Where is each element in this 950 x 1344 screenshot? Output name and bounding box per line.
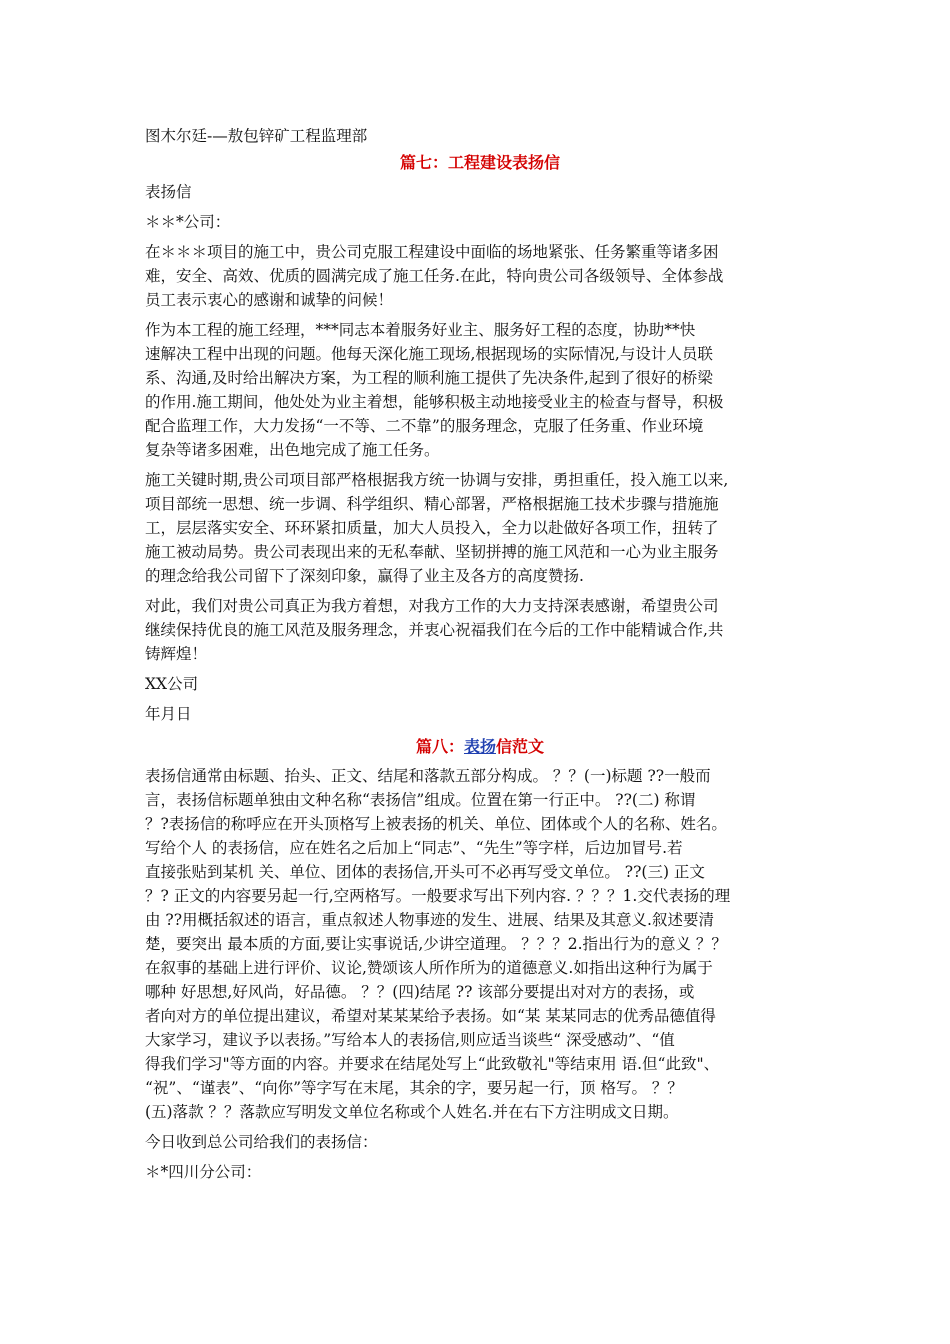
section8-title-link[interactable]: 表扬 [463,737,496,756]
text-line: 的理念给我公司留下了深刻印象，赢得了业主及各方的高度赞扬. [145,567,584,585]
text-line: 难，安全、高效、优质的圆满完成了施工任务.在此，特向贵公司各级领导、全体参战 [145,267,724,285]
section7-paragraph-1 [145,240,815,312]
document-body [145,124,815,1184]
section7-paragraph-3 [145,468,815,588]
text-line: 得我们学习"等方面的内容。并要求在结尾处写上“此致敬礼"等结束用 语.但“此致"、 [145,1055,720,1073]
text-line: 系、沟通,及时给出解决方案，为工程的顺利施工提供了先决条件,起到了很好的桥梁 [145,369,713,387]
section7-paragraph-4 [145,594,815,666]
text-line: ？?表扬信的称呼应在开头顶格写上被表扬的机关、单位、团体或个人的名称、姓名。 [145,815,727,833]
text-line: 大家学习，建议予以表扬。”写给本人的表扬信,则应适当谈些“ 深受感动”、“值 [145,1031,675,1049]
text-line: 在叙事的基础上进行评价、议论,赞颂该人所作所为的道德意义.如指出这种行为属于 [145,959,713,977]
text-line: 楚，要突出 最本质的方面,要让实事说话,少讲空道理。 ？？？2.指出行为的意义 ？？ [145,935,727,953]
after-line-1: 今日收到总公司给我们的表扬信： [145,1133,378,1151]
text-line: 施工关键时期,贵公司项目部严格根据我方统一协调与安排，勇担重任，投入施工以来, [145,471,729,489]
text-line: 表扬信通常由标题、抬头、正文、结尾和落款五部分构成。 ？？(一)标题 ??一般而 [145,767,711,785]
text-line: 配合监理工作，大力发扬“一不等、二不靠”的服务理念，克服了任务重、作业环境 [145,417,704,435]
text-line: ？? 正文的内容要另起一行,空两格写。一般要求写出下列内容. ？？？1.交代表扬的理 [145,887,731,905]
text-line: 写给个人 的表扬信，应在姓名之后加上“同志”、“先生”等字样，后边加冒号.若 [145,839,683,857]
sign-company: XX公司 [145,675,199,693]
text-line: 项目部统一思想、统一步调、科学组织、精心部署，严格根据施工技术步骤与措施施 [145,495,719,513]
section8-title-prefix: 篇八： [415,737,464,756]
text-line: 的作用.施工期间，他处处为业主着想，能够积极主动地接受业主的检查与督导，积极 [145,393,724,411]
section7-title: 篇七：工程建设表扬信 [399,153,560,172]
section7-salutation: ＊＊*公司： [145,213,231,231]
text-line: “祝”、“谨表”、“向你”等字写在末尾，其余的字，要另起一行，顶 格写。 ？？ [145,1079,683,1097]
text-line: (五)落款 ？？落款应写明发文单位名称或个人姓名.并在右下方注明成文日期。 [145,1103,679,1121]
section8-body [145,764,815,1124]
section7-label: 表扬信 [145,183,192,201]
text-line: 直接张贴到某机 关、单位、团体的表扬信,开头可不必再写受文单位。 ??(三) 正文 [145,863,705,881]
text-line: 继续保持优良的施工风范及服务理念，并衷心祝福我们在今后的工作中能精诚合作,共 [145,621,724,639]
text-line: 员工表示衷心的感谢和诚挚的问候！ [145,291,394,309]
text-line: 言，表扬信标题单独由文种名称“表扬信”组成。位置在第一行正中。 ??(二) 称谓 [145,791,696,809]
after-line-2: ＊*四川分公司： [145,1163,262,1181]
text-line: 哪种 好思想,好风尚，好品德。 ？？(四)结尾 ?? 该部分要提出对对方的表扬，或 [145,983,695,1001]
text-line: 铸辉煌！ [145,645,208,663]
text-line: 工，层层落实安全、环环紧扣质量，加大人员投入，全力以赴做好各项工作，扭转了 [145,519,719,537]
section8-title [145,734,815,760]
text-line: 复杂等诸多困难，出色地完成了施工任务。 [145,441,440,459]
text-line: 在＊＊＊项目的施工中，贵公司克服工程建设中面临的场地紧张、任务繁重等诸多困 [145,243,719,261]
section8-title-suffix: 信范文 [496,737,545,756]
text-line: 施工被动局势。贵公司表现出来的无私奉献、坚韧拼搏的施工风范和一心为业主服务 [145,543,719,561]
section7-paragraph-2 [145,318,815,462]
text-line: 者向对方的单位提出建议，希望对某某某给予表扬。如“某 某某同志的优秀品德值得 [145,1007,716,1025]
text-line: 速解决工程中出现的问题。他每天深化施工现场,根据现场的实际情况,与设计人员联 [145,345,713,363]
text-line: 作为本工程的施工经理，***同志本着服务好业主、服务好工程的态度，协助**快 [145,321,696,339]
text-line: 由 ??用概括叙述的语言，重点叙述人物事迹的发生、进展、结果及其意义.叙述要清 [145,911,714,929]
text-line: 对此，我们对贵公司真正为我方着想，对我方工作的大力支持深表感谢，希望贵公司 [145,597,719,615]
sign-date: 年月日 [145,705,192,723]
top-line: 图木尔廷-—敖包锌矿工程监理部 [145,127,368,145]
